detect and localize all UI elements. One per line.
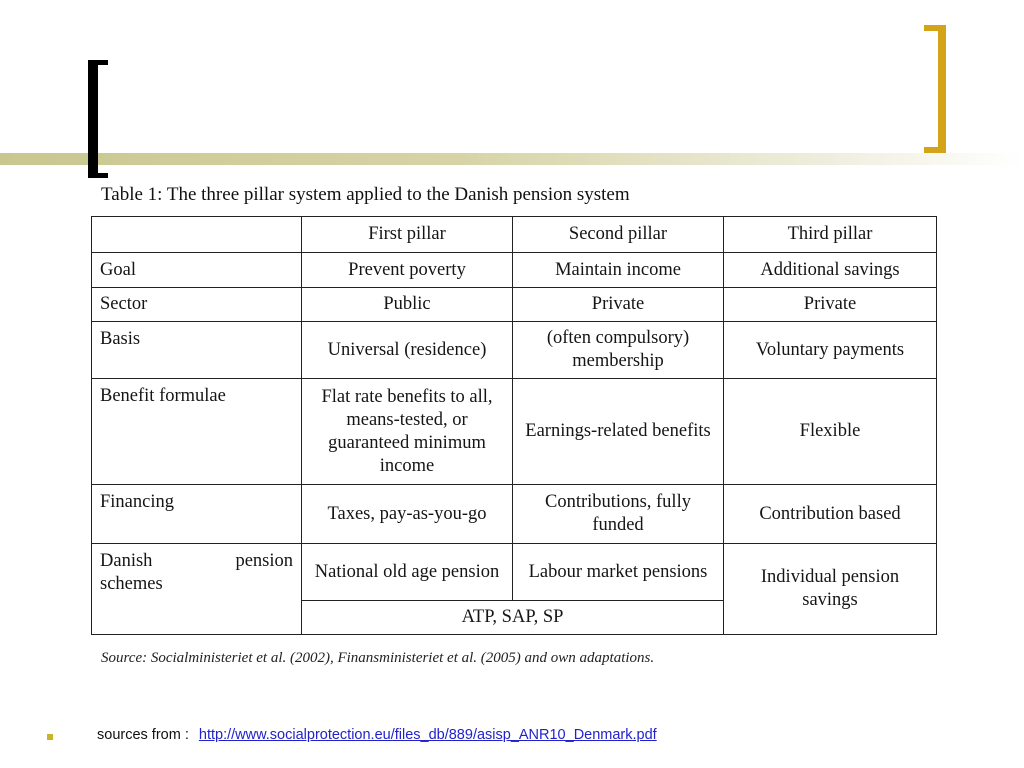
bullet-square-icon bbox=[47, 734, 53, 740]
label-word-pension: pension bbox=[235, 551, 293, 571]
table-row bbox=[92, 485, 937, 544]
left-bracket-decoration bbox=[88, 60, 108, 178]
table-row bbox=[92, 322, 937, 379]
row-label-danish-pension-schemes bbox=[92, 544, 302, 635]
row-label-sector: Sector bbox=[92, 288, 302, 322]
cell-goal-first: Prevent poverty bbox=[302, 253, 513, 288]
cell-financing-first: Taxes, pay-as-you-go bbox=[302, 485, 513, 544]
row-label-financing: Financing bbox=[92, 485, 302, 544]
cell-goal-second: Maintain income bbox=[513, 253, 724, 288]
cell-benefit-second: Earnings-related benefits bbox=[513, 379, 724, 485]
cell-benefit-first: Flat rate benefits to all, means-tested, or guaranteed minimum income bbox=[302, 379, 513, 485]
cell-schemes-first: National old age pension bbox=[302, 544, 513, 601]
cell-basis-third: Voluntary payments bbox=[724, 322, 937, 379]
table-caption: Table 1: The three pillar system applied to the Danish pension system bbox=[101, 184, 630, 205]
cell-financing-second: Contributions, fully funded bbox=[513, 485, 724, 544]
row-label-benefit-formulae: Benefit formulae bbox=[92, 379, 302, 485]
sources-label: sources from : bbox=[97, 727, 189, 743]
table-row bbox=[92, 253, 937, 288]
cell-basis-second: (often compulsory) membership bbox=[513, 322, 724, 379]
right-bracket-decoration bbox=[924, 25, 946, 153]
cell-sector-second: Private bbox=[513, 288, 724, 322]
cell-benefit-third: Flexible bbox=[724, 379, 937, 485]
cell-financing-third: Contribution based bbox=[724, 485, 937, 544]
cell-sector-third: Private bbox=[724, 288, 937, 322]
header-second-pillar: Second pillar bbox=[513, 217, 724, 253]
label-word-schemes: schemes bbox=[100, 574, 163, 594]
cell-schemes-shared: ATP, SAP, SP bbox=[302, 601, 724, 635]
header-first-pillar: First pillar bbox=[302, 217, 513, 253]
label-word-danish: Danish bbox=[100, 551, 153, 571]
table-row bbox=[92, 379, 937, 485]
row-label-goal: Goal bbox=[92, 253, 302, 288]
table-row bbox=[92, 217, 937, 253]
decorative-bar bbox=[0, 153, 1024, 165]
sources-line bbox=[97, 727, 657, 743]
pension-table bbox=[91, 216, 937, 635]
source-link[interactable]: http://www.socialprotection.eu/files_db/889/asisp_ANR10_Denmark.pdf bbox=[198, 727, 657, 743]
cell-basis-first: Universal (residence) bbox=[302, 322, 513, 379]
header-third-pillar: Third pillar bbox=[724, 217, 937, 253]
cell-schemes-third: Individual pension savings bbox=[724, 544, 937, 635]
source-note: Source: Socialministeriet et al. (2002), Finansministeriet et al. (2005) and own adaptations. bbox=[101, 650, 655, 666]
header-cell-empty bbox=[92, 217, 302, 253]
cell-goal-third: Additional savings bbox=[724, 253, 937, 288]
cell-schemes-second: Labour market pensions bbox=[513, 544, 724, 601]
table-row bbox=[92, 288, 937, 322]
cell-sector-first: Public bbox=[302, 288, 513, 322]
row-label-basis: Basis bbox=[92, 322, 302, 379]
table-row bbox=[92, 544, 937, 601]
